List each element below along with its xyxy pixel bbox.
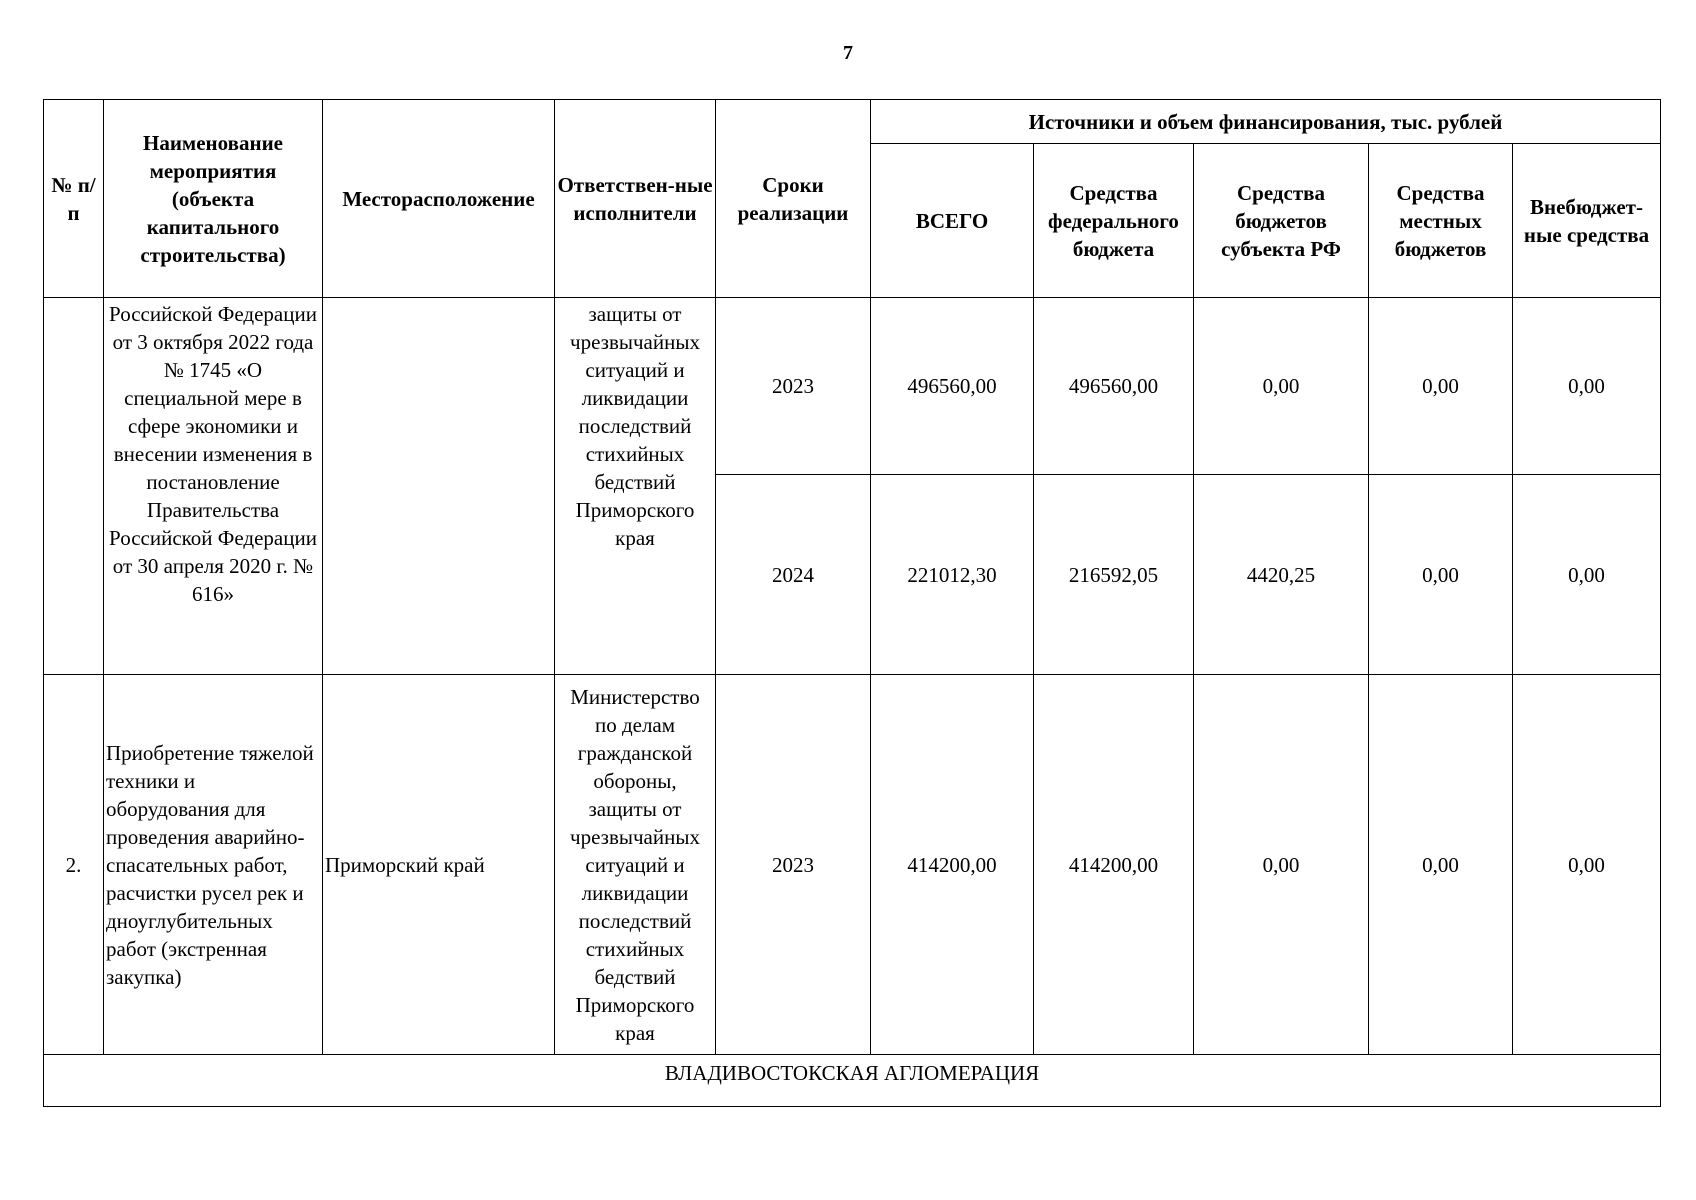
- row2-location: Приморский край: [323, 675, 555, 1055]
- row1-name: Российской Федерации от 3 октября 2022 года № 1745 «О специальной мере в сфере экономики и внесении изменения в постановление Правительства Российской Федерации от 30 апреля 2020 г. № 616»: [104, 298, 323, 675]
- row1-num: [44, 298, 104, 675]
- table-row: [44, 298, 1661, 475]
- header-financing: Источники и объем финансирования, тыс. рублей: [871, 100, 1661, 144]
- header-extra: Внебюджет-ные средства: [1513, 144, 1661, 298]
- row1-2024-extra: 0,00: [1513, 475, 1661, 675]
- row1-responsible: защиты от чрезвычайных ситуаций и ликвидации последствий стихийных бедствий Приморского края: [555, 298, 716, 675]
- header-responsible: Ответствен-ные исполнители: [555, 100, 716, 298]
- header-local: Средства местных бюджетов: [1369, 144, 1513, 298]
- row2-federal: 414200,00: [1034, 675, 1194, 1055]
- table-row: [44, 675, 1661, 1055]
- row1-2023-total: 496560,00: [871, 298, 1034, 475]
- row1-2023-subject: 0,00: [1194, 298, 1369, 475]
- row1-2024-subject: 4420,25: [1194, 475, 1369, 675]
- row1-year-2023: 2023: [716, 298, 871, 475]
- row2-num: 2.: [44, 675, 104, 1055]
- header-name: Наименование мероприятия (объекта капитального строительства): [104, 100, 323, 298]
- row1-2023-federal: 496560,00: [1034, 298, 1194, 475]
- financing-table: [43, 99, 1661, 1107]
- row2-year: 2023: [716, 675, 871, 1055]
- header-row-1: [44, 100, 1661, 144]
- page-number: 7: [843, 42, 853, 64]
- header-num: № п/п: [44, 100, 104, 298]
- row1-location: [323, 298, 555, 675]
- region-title: ВЛАДИВОСТОКСКАЯ АГЛОМЕРАЦИЯ: [44, 1055, 1661, 1107]
- header-federal: Средства федерального бюджета: [1034, 144, 1194, 298]
- header-subject: Средства бюджетов субъекта РФ: [1194, 144, 1369, 298]
- header-location: Месторасположение: [323, 100, 555, 298]
- row2-total: 414200,00: [871, 675, 1034, 1055]
- row1-2024-total: 221012,30: [871, 475, 1034, 675]
- row1-2024-local: 0,00: [1369, 475, 1513, 675]
- row1-2023-extra: 0,00: [1513, 298, 1661, 475]
- row2-name: Приобретение тяжелой техники и оборудования для проведения аварийно-спасательных работ, расчистки русел рек и дноуглубительных работ (экстренная закупка): [104, 675, 323, 1055]
- header-terms: Сроки реализации: [716, 100, 871, 298]
- row2-subject: 0,00: [1194, 675, 1369, 1055]
- row1-2024-federal: 216592,05: [1034, 475, 1194, 675]
- row2-responsible: Министерство по делам гражданской обороны, защиты от чрезвычайных ситуаций и ликвидации последствий стихийных бедствий Приморского края: [555, 675, 716, 1055]
- row2-extra: 0,00: [1513, 675, 1661, 1055]
- row1-year-2024: 2024: [716, 475, 871, 675]
- region-row: [44, 1055, 1661, 1107]
- row1-2023-local: 0,00: [1369, 298, 1513, 475]
- header-total: ВСЕГО: [871, 144, 1034, 298]
- row2-local: 0,00: [1369, 675, 1513, 1055]
